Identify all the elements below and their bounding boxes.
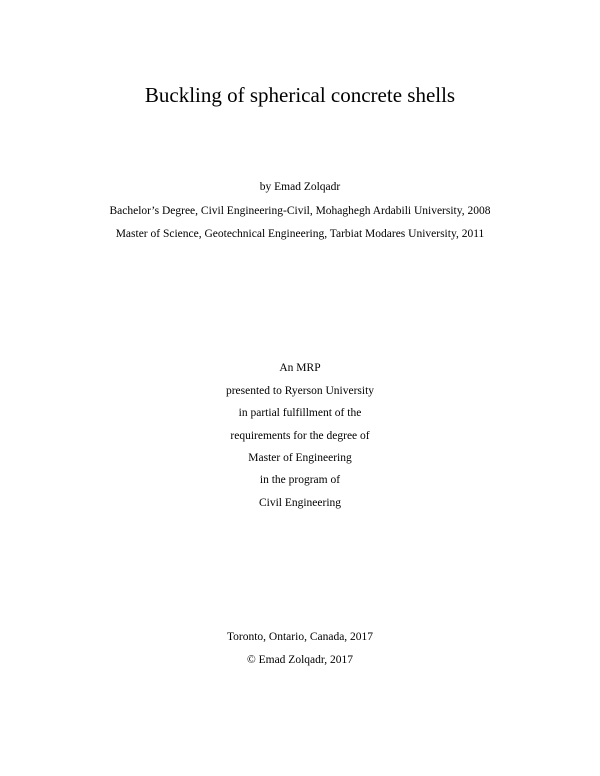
submission-line-6: in the program of	[259, 474, 341, 486]
author-degree-1: Bachelor’s Degree, Civil Engineering-Civil, Mohaghegh Ardabili University, 2008	[109, 205, 491, 217]
submission-line-7: Civil Engineering	[258, 497, 342, 509]
author-byline: by Emad Zolqadr	[259, 181, 341, 193]
footer-copyright: © Emad Zolqadr, 2017	[246, 654, 353, 666]
footer-location: Toronto, Ontario, Canada, 2017	[226, 631, 374, 643]
document-title: Buckling of spherical concrete shells	[144, 83, 456, 107]
submission-line-4: requirements for the degree of	[230, 430, 370, 442]
submission-line-3: in partial fulfillment of the	[238, 407, 362, 419]
submission-line-2: presented to Ryerson University	[225, 385, 375, 397]
submission-line-5: Master of Engineering	[248, 452, 352, 464]
submission-line-1: An MRP	[279, 362, 321, 374]
author-degree-2: Master of Science, Geotechnical Engineering, Tarbiat Modares University, 2011	[115, 228, 485, 240]
